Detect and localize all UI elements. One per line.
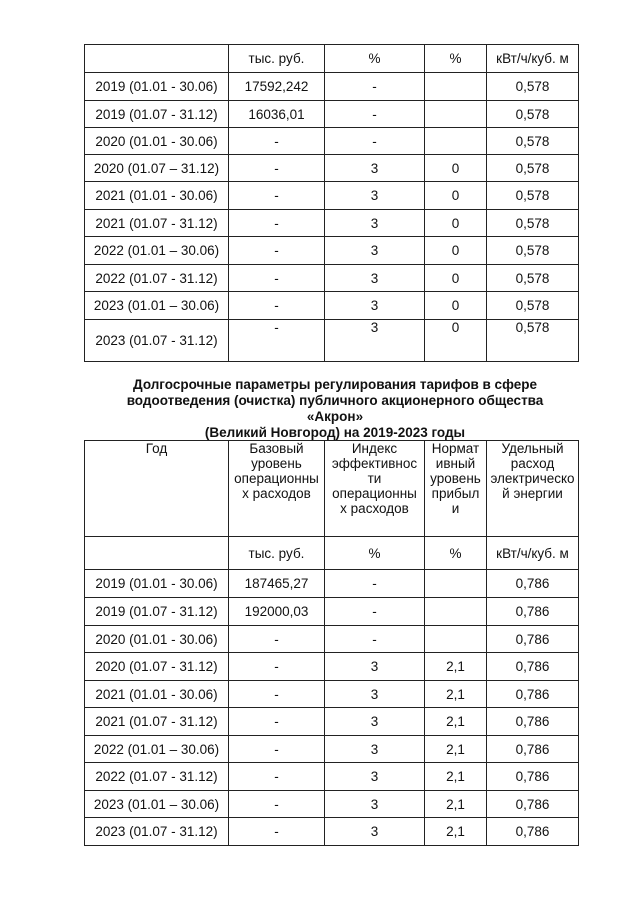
unit-cell: тыс. руб.	[229, 537, 325, 570]
efficiency-index-cell: -	[325, 128, 425, 155]
base-cost-cell: -	[229, 708, 325, 736]
profit-level-cell: 2,1	[425, 708, 487, 736]
electricity-cell: 0,786	[487, 818, 579, 846]
profit-level-cell: 0	[425, 155, 487, 182]
base-cost-cell: -	[229, 155, 325, 182]
header-efficiency-index	[325, 441, 425, 537]
table-row	[85, 653, 579, 681]
period-cell: 2021 (01.07 - 31.12)	[85, 210, 229, 237]
electricity-cell: 0,578	[487, 292, 579, 320]
period-cell: 2022 (01.01 – 30.06)	[85, 237, 229, 265]
base-cost-cell: -	[229, 237, 325, 265]
table-row	[85, 128, 579, 155]
period-cell: 2022 (01.01 – 30.06)	[85, 736, 229, 763]
base-cost-cell: -	[229, 681, 325, 708]
header-line: Год	[145, 441, 168, 456]
header-line: электрическо	[490, 471, 575, 486]
profit-level-cell: 0	[425, 210, 487, 237]
electricity-cell: 0,786	[487, 653, 579, 681]
table-row	[85, 73, 579, 101]
period-cell: 2023 (01.01 – 30.06)	[85, 791, 229, 818]
profit-level-cell	[425, 128, 487, 155]
header-line: й энергии	[502, 486, 563, 501]
base-cost-cell: -	[229, 292, 325, 320]
table-row	[85, 736, 579, 763]
profit-level-cell: 2,1	[425, 681, 487, 708]
profit-level-cell: 2,1	[425, 763, 487, 791]
unit-cell: %	[325, 45, 425, 73]
period-cell: 2019 (01.01 - 30.06)	[85, 570, 229, 598]
table-row	[85, 818, 579, 846]
base-cost-cell: 16036,01	[229, 101, 325, 128]
header-base-costs	[229, 441, 325, 537]
efficiency-index-cell: 3	[325, 791, 425, 818]
profit-level-cell: 0	[425, 292, 487, 320]
electricity-cell: 0,578	[487, 237, 579, 265]
table-row	[85, 101, 579, 128]
profit-level-cell: 0	[425, 265, 487, 292]
efficiency-index-cell: -	[325, 626, 425, 653]
electricity-cell: 0,578	[487, 155, 579, 182]
efficiency-index-cell: 3	[325, 736, 425, 763]
table-row	[85, 237, 579, 265]
unit-cell: %	[325, 537, 425, 570]
units-row	[85, 45, 579, 73]
header-line: прибыл	[431, 486, 480, 501]
unit-cell	[85, 537, 229, 570]
header-line: эффективнос	[331, 456, 418, 471]
period-cell: 2022 (01.07 - 31.12)	[85, 763, 229, 791]
header-line: ивный	[435, 456, 476, 471]
header-line: Базовый	[249, 441, 304, 456]
electricity-cell: 0,578	[487, 320, 579, 362]
table-row	[85, 182, 579, 210]
table-row	[85, 570, 579, 598]
electricity-tariff-table-continued	[84, 44, 579, 362]
unit-cell: кВт/ч/куб. м	[487, 537, 579, 570]
efficiency-index-cell: 3	[325, 320, 425, 362]
electricity-cell: 0,578	[487, 265, 579, 292]
header-line: и	[451, 501, 460, 516]
header-line: уровень	[430, 471, 481, 486]
base-cost-cell: 187465,27	[229, 570, 325, 598]
profit-level-cell: 2,1	[425, 818, 487, 846]
header-electricity	[487, 441, 579, 537]
base-cost-cell: -	[229, 626, 325, 653]
efficiency-index-cell: 3	[325, 182, 425, 210]
profit-level-cell: 0	[425, 320, 487, 362]
base-cost-cell: 17592,242	[229, 73, 325, 101]
table-row	[85, 681, 579, 708]
table-row	[85, 598, 579, 626]
base-cost-cell: -	[229, 791, 325, 818]
header-line: х расходов	[340, 501, 409, 516]
electricity-cell: 0,786	[487, 763, 579, 791]
header-line: ти	[367, 471, 382, 486]
efficiency-index-cell: 3	[325, 763, 425, 791]
efficiency-index-cell: 3	[325, 818, 425, 846]
table-row	[85, 626, 579, 653]
base-cost-cell: -	[229, 128, 325, 155]
profit-level-cell: 0	[425, 237, 487, 265]
header-line: расход	[510, 456, 555, 471]
period-cell: 2021 (01.07 - 31.12)	[85, 708, 229, 736]
base-cost-cell: -	[229, 763, 325, 791]
electricity-cell: 0,786	[487, 681, 579, 708]
efficiency-index-cell: 3	[325, 708, 425, 736]
table-row	[85, 210, 579, 237]
header-profit-level	[425, 441, 487, 537]
profit-level-cell	[425, 626, 487, 653]
efficiency-index-cell: 3	[325, 155, 425, 182]
wastewater-tariff-table	[84, 440, 579, 846]
table-row	[85, 763, 579, 791]
efficiency-index-cell: -	[325, 570, 425, 598]
electricity-cell: 0,786	[487, 598, 579, 626]
base-cost-cell: -	[229, 182, 325, 210]
electricity-cell: 0,786	[487, 736, 579, 763]
profit-level-cell: 2,1	[425, 791, 487, 818]
period-cell: 2019 (01.01 - 30.06)	[85, 73, 229, 101]
profit-level-cell: 2,1	[425, 736, 487, 763]
base-cost-cell: -	[229, 265, 325, 292]
units-row	[85, 537, 579, 570]
table-row	[85, 292, 579, 320]
base-cost-cell: -	[229, 210, 325, 237]
electricity-cell: 0,786	[487, 570, 579, 598]
period-cell: 2022 (01.07 - 31.12)	[85, 265, 229, 292]
electricity-cell: 0,578	[487, 210, 579, 237]
header-line: операционны	[234, 471, 319, 486]
header-line: Индекс	[351, 441, 398, 456]
unit-cell: кВт/ч/куб. м	[487, 45, 579, 73]
period-cell: 2023 (01.07 - 31.12)	[85, 320, 229, 362]
unit-cell: %	[425, 537, 487, 570]
efficiency-index-cell: 3	[325, 210, 425, 237]
base-cost-cell: -	[229, 736, 325, 763]
table-row	[85, 155, 579, 182]
section-title-line: водоотведения (очистка) публичного акционерного общества «Акрон»	[126, 393, 544, 424]
electricity-cell: 0,578	[487, 73, 579, 101]
unit-cell: %	[425, 45, 487, 73]
base-cost-cell: -	[229, 653, 325, 681]
efficiency-index-cell: 3	[325, 237, 425, 265]
header-line: х расходов	[242, 486, 311, 501]
period-cell: 2021 (01.01 - 30.06)	[85, 681, 229, 708]
section-title-line: (Великий Новгород) на 2019-2023 годы	[204, 425, 466, 440]
period-cell: 2020 (01.01 - 30.06)	[85, 128, 229, 155]
period-cell: 2020 (01.01 - 30.06)	[85, 626, 229, 653]
efficiency-index-cell: -	[325, 598, 425, 626]
profit-level-cell: 0	[425, 182, 487, 210]
header-row	[85, 441, 579, 537]
period-cell: 2020 (01.07 – 31.12)	[85, 155, 229, 182]
electricity-cell: 0,786	[487, 708, 579, 736]
efficiency-index-cell: 3	[325, 653, 425, 681]
profit-level-cell: 2,1	[425, 653, 487, 681]
header-year	[85, 441, 229, 537]
table-row	[85, 791, 579, 818]
efficiency-index-cell: 3	[325, 265, 425, 292]
electricity-cell: 0,786	[487, 626, 579, 653]
electricity-cell: 0,786	[487, 791, 579, 818]
table-row	[85, 265, 579, 292]
profit-level-cell	[425, 570, 487, 598]
efficiency-index-cell: -	[325, 101, 425, 128]
section-title	[100, 377, 570, 441]
profit-level-cell	[425, 598, 487, 626]
table-row	[85, 320, 579, 362]
profit-level-cell	[425, 101, 487, 128]
period-cell: 2020 (01.07 - 31.12)	[85, 653, 229, 681]
unit-cell: тыс. руб.	[229, 45, 325, 73]
base-cost-cell: 192000,03	[229, 598, 325, 626]
period-cell: 2023 (01.07 - 31.12)	[85, 818, 229, 846]
section-title-line: Долгосрочные параметры регулирования тарифов в сфере	[133, 377, 537, 392]
electricity-cell: 0,578	[487, 101, 579, 128]
base-cost-cell: -	[229, 818, 325, 846]
period-cell: 2021 (01.01 - 30.06)	[85, 182, 229, 210]
efficiency-index-cell: 3	[325, 292, 425, 320]
efficiency-index-cell: 3	[325, 681, 425, 708]
period-cell: 2019 (01.07 - 31.12)	[85, 101, 229, 128]
base-cost-cell: -	[229, 320, 325, 362]
table-row	[85, 708, 579, 736]
profit-level-cell	[425, 73, 487, 101]
electricity-cell: 0,578	[487, 128, 579, 155]
header-line: операционны	[332, 486, 417, 501]
unit-cell	[85, 45, 229, 73]
period-cell: 2019 (01.07 - 31.12)	[85, 598, 229, 626]
header-line: Удельный	[501, 441, 564, 456]
header-line: уровень	[251, 456, 302, 471]
header-line: Нормат	[431, 441, 480, 456]
electricity-cell: 0,578	[487, 182, 579, 210]
period-cell: 2023 (01.01 – 30.06)	[85, 292, 229, 320]
efficiency-index-cell: -	[325, 73, 425, 101]
